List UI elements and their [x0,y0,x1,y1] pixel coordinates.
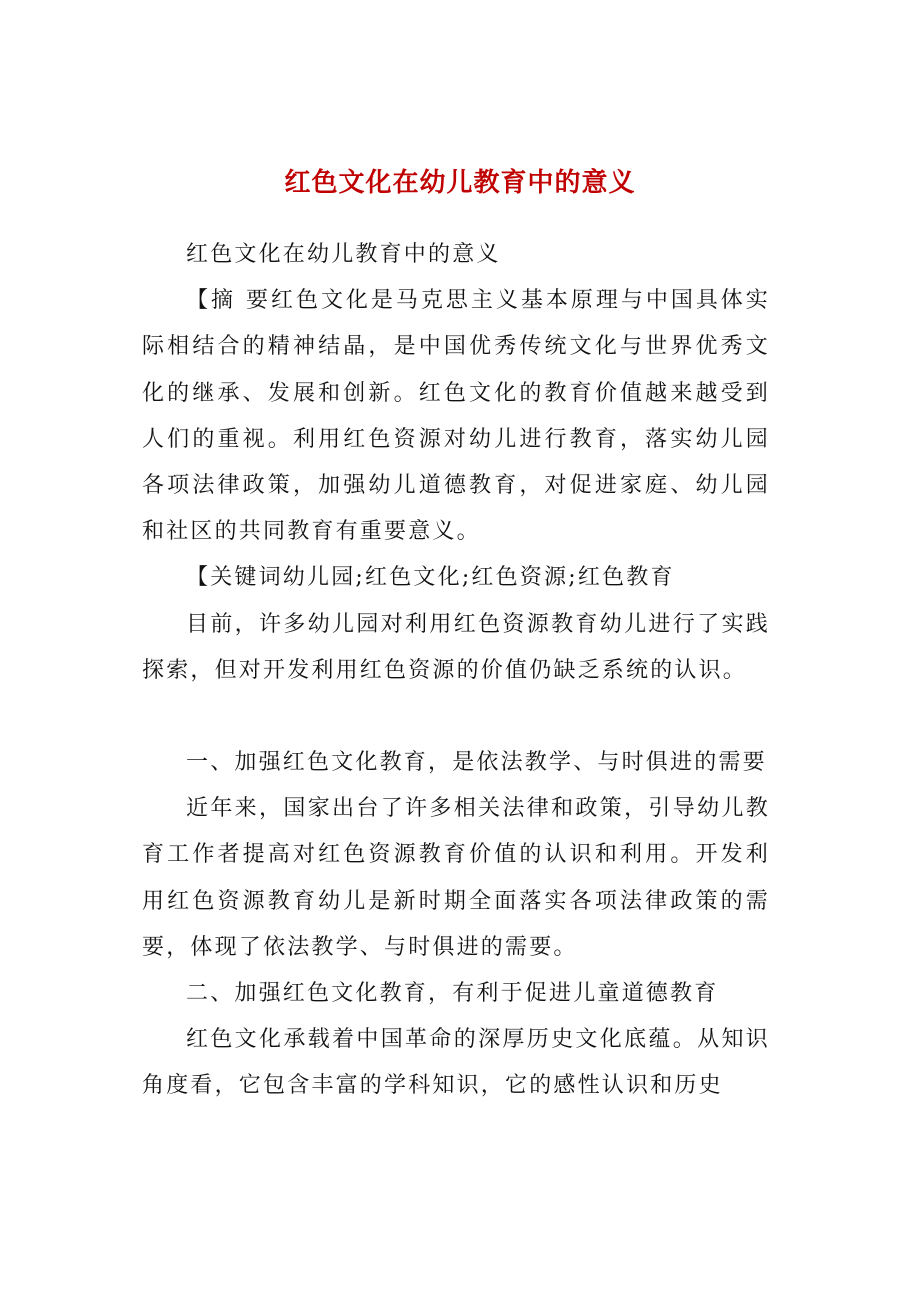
section-heading-1: 一、加强红色文化教育，是依法教学、与时俱进的需要 [186,750,767,776]
section-heading-2: 二、加强红色文化教育，有利于促进儿童道德教育 [186,981,719,1007]
document-body [142,232,770,1110]
keywords-paragraph: 【关键词幼儿园;红色文化;红色资源;红色教育 [186,565,675,591]
abstract-paragraph: 【摘 要红色文化是马克思主义基本原理与中国具体实际相结合的精神结晶，是中国优秀传统文化与世界优秀文化的继承、发展和创新。红色文化的教育价值越来越受到人们的重视。利用红色资源对幼儿进行教育，落实幼儿园各项法律政策，加强幼儿道德教育，对促进家庭、幼儿园和社区的共同教育有重要意义。 [142,288,770,545]
section-2-paragraph: 红色文化承载着中国革命的深厚历史文化底蕴。从知识角度看，它包含丰富的学科知识，它的感性认识和历史 [142,1027,770,1099]
intro-paragraph: 目前，许多幼儿园对利用红色资源教育幼儿进行了实践探索，但对开发利用红色资源的价值仍缺乏系统的认识。 [142,611,770,683]
paragraph-spacer [142,694,770,740]
subtitle-paragraph: 红色文化在幼儿教育中的意义 [186,242,501,267]
section-1-paragraph: 近年来，国家出台了许多相关法律和政策，引导幼儿教育工作者提高对红色资源教育价值的认识和利用。开发利用红色资源教育幼儿是新时期全面落实各项法律政策的需要，体现了依法教学、与时俱进的需要。 [142,796,770,960]
document-title: 红色文化在幼儿教育中的意义 [284,168,636,198]
